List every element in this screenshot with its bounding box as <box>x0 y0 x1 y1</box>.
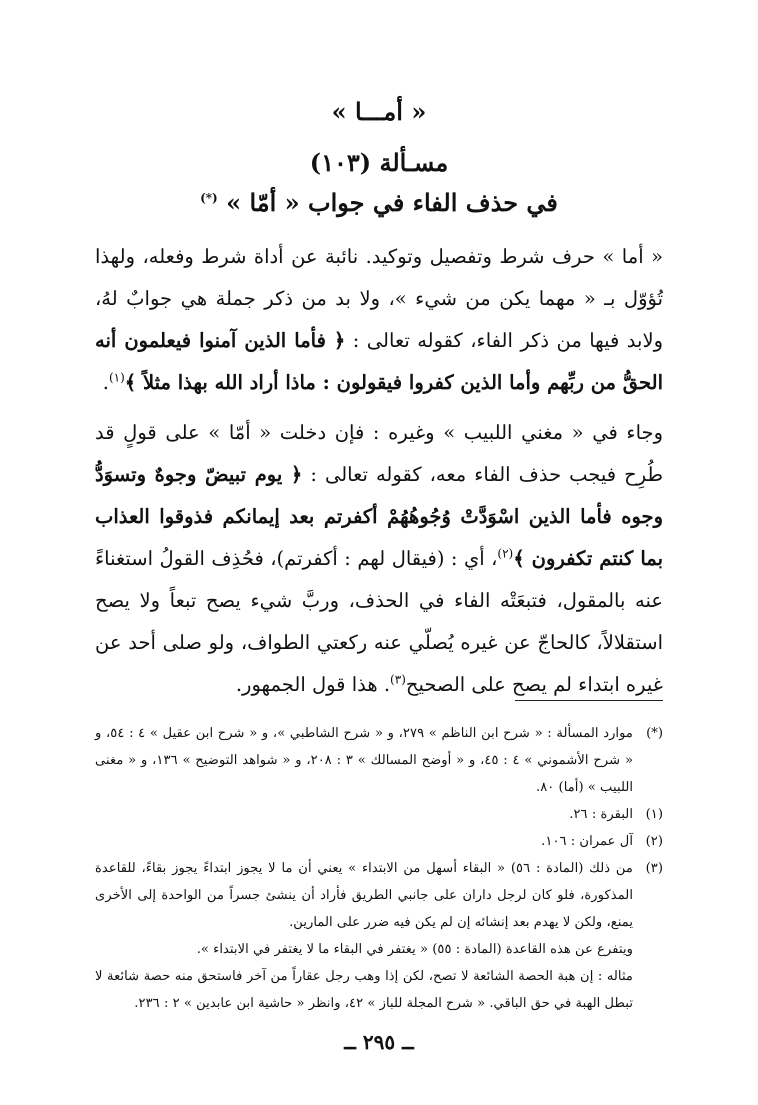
footnote-ref-3[interactable]: (٣) <box>390 672 406 687</box>
footnote-star <box>95 720 663 801</box>
footnote-divider <box>515 700 663 701</box>
page-number: ــ ٢٩٥ ــ <box>344 1030 414 1054</box>
paragraph-2-text-c: . هذا قول الجمهور. <box>235 673 391 696</box>
paragraph-1-end: . <box>102 371 109 394</box>
footnote-3-marker: (٣) <box>645 861 663 876</box>
footnote-star-text: موارد المسألة : « شرح ابن الناظم » ٢٧٩، و « شرح الشاطبي »، و « شرح ابن عقيل » ٤ : ٥٤، و « شرح الأشموني » ٤ : ٤٥، و « أوضح المسالك » ٣ : ٢٠٨، و « شواهد التوضيح » ١٣٦، و « مغنى اللبيب » (أما) ٨٠. <box>95 726 634 795</box>
footnote-3 <box>95 855 663 936</box>
footnote-ref-2[interactable]: (٢) <box>497 546 514 561</box>
paragraph-2 <box>95 412 663 706</box>
footnotes <box>95 720 663 1017</box>
subtitle-text: في حذف الفاء في جواب « أمّا » <box>226 188 558 217</box>
section-subtitle <box>0 188 758 217</box>
footnote-3-text: من ذلك (المادة : ٥٦) « البقاء أسهل من الابتداء » يعني أن ما لا يجوز ابتداءً يجوز بقاءً، للقاعدة المذكورة، فلو كان لرجل داران على جانبي الطريق فأراد أن ينشئ جسراً من الواحدة إلى الأخرى يمنع، ولكن لا يهدم بعد إنشائه إن لم يكن فيه ضرر على المارين. <box>95 861 633 930</box>
footnote-2-text: آل عمران : ١٠٦. <box>541 834 633 849</box>
footnote-1-marker: (١) <box>645 807 663 822</box>
footnote-1 <box>95 801 663 828</box>
paragraph-2-text-a: وجاء في « مغني اللبيب » وغيره : فإن دخلت « أمّا » على قولٍ قد طُرِح فيجب حذف الفاء معه، كقوله تعالى : <box>95 421 664 486</box>
footnote-3-continuation-1: ويتفرع عن هذه القاعدة (المادة : ٥٥) « يغتفر في البقاء ما لا يغتفر في الابتداء ». <box>196 942 633 957</box>
footnote-3-continuation-2: مثاله : إن هبة الحصة الشائعة لا تصح، لكن إذا وهب رجل عقاراً من آخر فاستحق منه حصة شائعة لا تبطل الهبة في حق الباقي. « شرح المجلة للباز » ٤٢، وانظر « حاشية ابن عابدين » ٢ : ٢٣٦. <box>95 969 633 1011</box>
footnote-ref-1[interactable]: (١) <box>108 370 125 385</box>
footnote-2 <box>95 828 663 855</box>
paragraph-2-text-b: ، أي : (فيقال لهم : أكفرتم)، فحُذِف القولُ استغناءً عنه بالمقول، فتبعَتْه الفاء في الحذف، وربَّ شيء يصح تبعاً ولا يصح استقلالاً، كالحاجّ عن غيره يُصلّي عنه ركعتي الطواف، ولو صلى أحد عن غيره ابتداء لم يصح على الصحيح <box>95 547 663 696</box>
main-text <box>95 236 663 706</box>
chapter-title: « أمـــا » <box>331 97 427 126</box>
footnote-1-text: البقرة : ٢٦. <box>569 807 633 822</box>
paragraph-1 <box>95 236 663 404</box>
quran-verse-1: ﴿ فأما الذين آمنوا فيعلمون أنه الحقُّ من ربِّهم وأما الذين كفروا فيقولون : ماذا أراد الله بهذا مثلاً ﴾ <box>95 329 663 394</box>
masala-title: مسـألة (١٠٣) <box>309 148 449 177</box>
footnote-star-marker: (*) <box>646 726 663 741</box>
footnote-2-marker: (٢) <box>645 834 663 849</box>
subtitle-footnote-mark[interactable]: (*) <box>200 191 218 205</box>
quran-verse-2: ﴿ يوم تبيضّ وجوهٌ وتسوَدُّ وجوه فأما الذين اسْوَدَّتْ وُجُوهُهُمْ أكفرتم بعد إيمانكم فذوقوا العذاب بما كنتم تكفرون ﴾ <box>95 463 664 570</box>
paragraph-1-text: « أما » حرف شرط وتفصيل وتوكيد. نائبة عن أداة شرط وفعله، ولهذا تُؤوّل بـ « مهما يكن من شيء »، ولا بد من ذكر جملة هي جوابٌ لهُ، ولابد فيها من ذكر الفاء، كقوله تعالى : <box>95 245 663 352</box>
